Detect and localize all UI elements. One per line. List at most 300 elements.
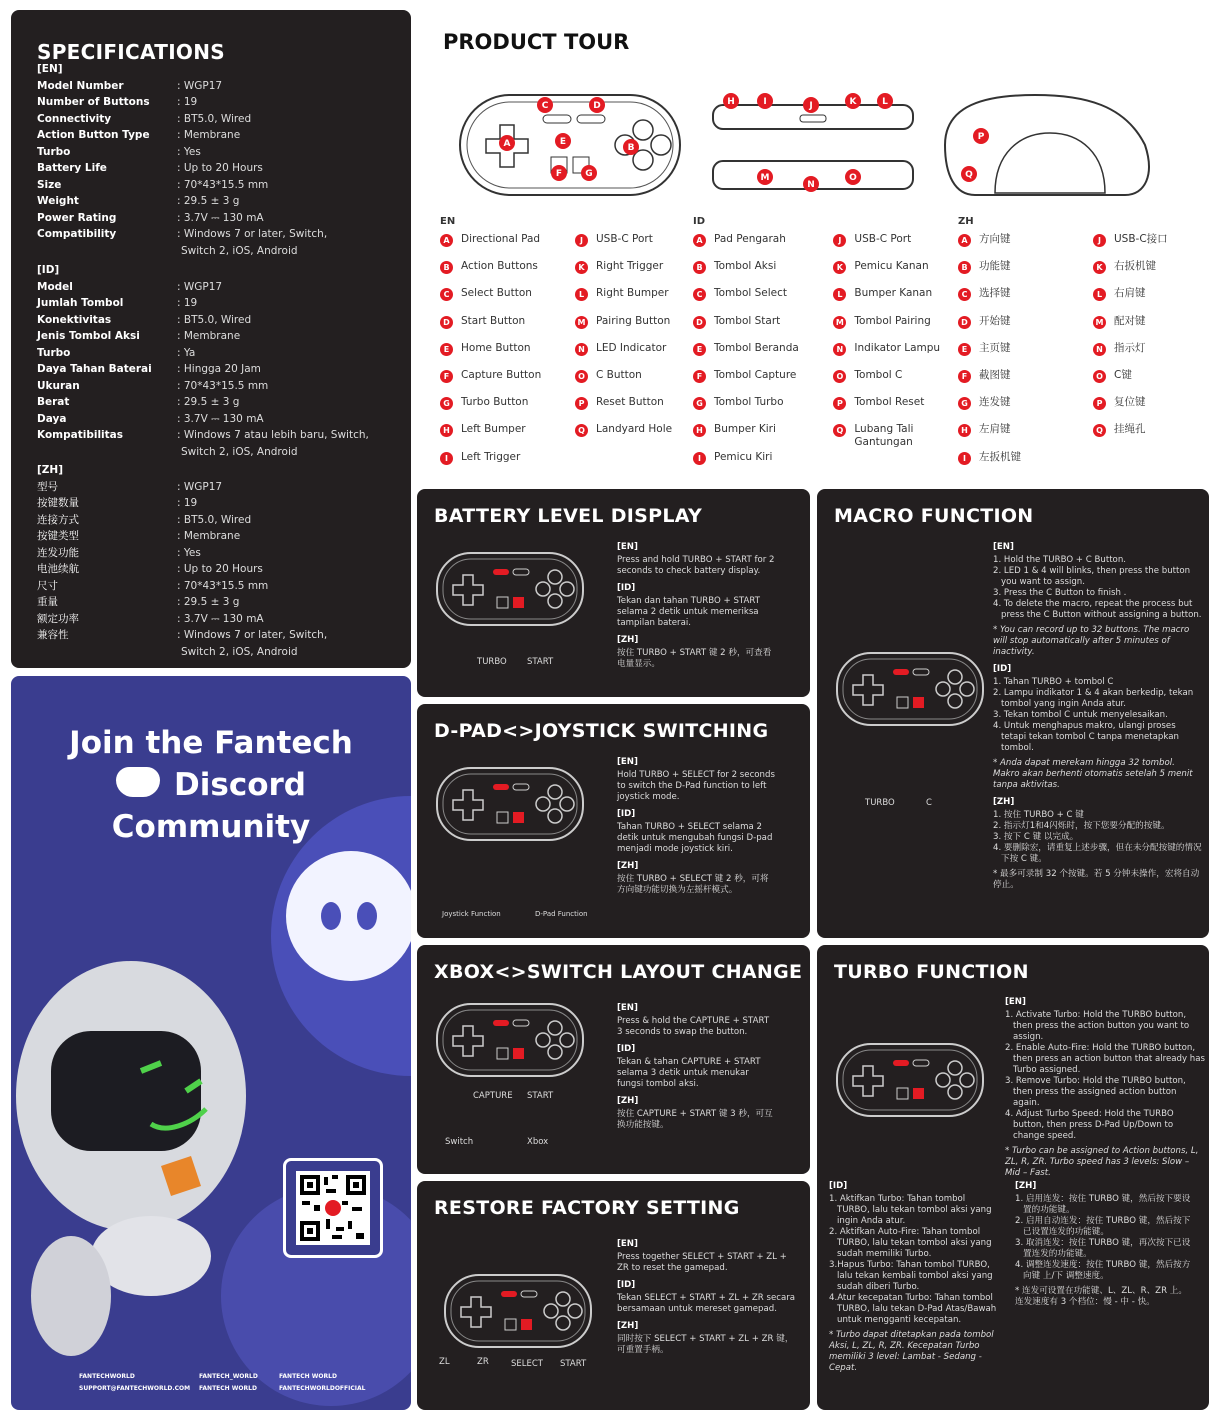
legend-badge: H (440, 424, 453, 437)
instruction-step: 3. Tekan tombol C untuk menyelesaikan. (993, 710, 1168, 720)
spec-row (37, 578, 327, 595)
gamepad-icon (435, 1000, 585, 1080)
legend-badge: D (693, 316, 706, 329)
legend-badge: N (833, 343, 846, 356)
legend-badge: Q (833, 424, 846, 437)
spec-row (37, 528, 327, 545)
legend-label: Bumper Kiri (714, 423, 776, 436)
legend-badge: P (1093, 397, 1106, 410)
legend-item (440, 233, 575, 260)
legend-label: 指示灯 (1114, 341, 1146, 354)
legend-item (958, 342, 1093, 369)
svg-text:Q: Q (965, 170, 973, 180)
legend-item (958, 423, 1093, 450)
legend-item (958, 287, 1093, 314)
spec-value: : WGP17 (177, 280, 223, 293)
spec-row (37, 627, 327, 644)
spec-value: : 3.7V ⎓ 130 mA (177, 211, 264, 224)
turbo-title: TURBO FUNCTION (834, 961, 1029, 983)
turbo-gamepad-icon (835, 1040, 985, 1124)
legend-item (693, 396, 833, 423)
legend-label: Tombol Aksi (714, 260, 777, 273)
turbo-instructions-id: [ID] 1. Aktifkan Turbo: Tahan tombol TURBO, lalu tekan tombol aksi yang ingin Anda atur. 2. Aktifkan Auto-Fire: Tahan tombol TURBO, lalu tekan tombol aksi yang sudah memiliki Turbo. 3.Hapus Turbo: Tahan tombol TURBO, lalu tekan kembali tombol aksi yang sudah diberi Turbo. 4.Atur kecepatan Turbo: Tahan tombol TURBO, lalu tekan D-Pad Atas/Bawah untuk mengganti kecepatan. * Turbo dapat ditetapkan pada tombol Aksi, L, ZL, R, ZR. Kecepatan Turbo memiliki 3 level: Lambat - Sedang - Cepat. (829, 1181, 999, 1374)
legend-item (693, 342, 833, 369)
headline-line2: Discord (11, 764, 411, 806)
macro-label-turbo: TURBO (865, 798, 895, 808)
instruction-step: 1. Aktifkan Turbo: Tahan tombol TURBO, lalu tekan tombol aksi yang ingin Anda atur. (829, 1194, 992, 1226)
spec-key: Daya (37, 412, 67, 425)
legend-badge: O (833, 370, 846, 383)
spec-value: : Windows 7 or later, Switch, (177, 629, 328, 641)
legend-badge: P (833, 397, 846, 410)
legend-badge: G (958, 397, 971, 410)
restore-label-start: START (560, 1359, 587, 1369)
spec-key: Turbo (37, 145, 71, 158)
spec-key: Size (37, 178, 62, 191)
legend-label: Tombol Beranda (714, 341, 799, 354)
legend-label: C Button (596, 368, 642, 381)
instruction-step: 2. 指示灯1和4闪烁时，按下您要分配的按键。 (993, 821, 1170, 831)
spec-row (37, 177, 327, 194)
spec-row (37, 279, 369, 296)
legend-item (575, 396, 690, 423)
spec-value: : Membrane (177, 330, 241, 342)
xbox-label-capture: CAPTURE (473, 1091, 513, 1101)
legend-label: LED Indicator (596, 341, 667, 354)
gamepad-icon (435, 764, 585, 844)
legend-badge: N (575, 343, 588, 356)
spec-row (37, 444, 369, 461)
svg-text:E: E (559, 137, 567, 147)
spec-key: Connectivity (37, 112, 112, 125)
footer-email[interactable]: SUPPORT@FANTECHWORLD.COM (79, 1385, 191, 1392)
legend-label: Landyard Hole (596, 423, 673, 436)
legend-label: Pairing Button (596, 314, 671, 327)
legend-badge: C (693, 288, 706, 301)
legend-tag: ID (693, 216, 706, 227)
spec-key: Power Rating (37, 211, 117, 224)
spec-row (37, 411, 369, 428)
spec-key: Berat (37, 396, 70, 408)
turbo-instructions-en: [EN] 1. Activate Turbo: Hold the TURBO button, then press the action button you want to assign. 2. Enable Auto-Fire: Hold the TURBO button, then press an action button that already has Turbo assigned. 3. Remove Turbo: Hold the TURBO button, then press the assigned action button again. 4. Adjust Turbo Speed: Hold the TURBO button, then press D-Pad Up/Down to change speed. * Turbo can be assigned to Action buttons, L, ZL, R, ZR. Turbo speed has 3 levels: Slow – Mid – Fast. (1005, 997, 1205, 1178)
battery-gamepad-icon (435, 549, 585, 633)
instruction-step: 3. Press the C Button to finish . (993, 588, 1127, 598)
instruction-step: 3. 取消连发：按住 TURBO 键，再次按下已设置连发的功能键。 (1015, 1238, 1191, 1259)
spec-row (37, 594, 327, 611)
legend-badge: B (440, 261, 453, 274)
spec-value: : 3.7V ⎓ 130 mA (177, 412, 264, 425)
xbox-label-switch: Switch (445, 1137, 474, 1147)
legend-label: Action Buttons (461, 260, 538, 273)
legend-label: Left Trigger (461, 450, 521, 463)
discord-logo-icon (116, 767, 160, 797)
spec-row (37, 160, 327, 177)
legend-item (958, 315, 1093, 342)
spec-value: : BT5.0, Wired (177, 112, 252, 125)
legend-badge: F (693, 370, 706, 383)
legend-label: Tombol Capture (714, 368, 797, 381)
instruction-step: 3. Remove Turbo: Hold the TURBO button, then press the assigned action button again. (1005, 1076, 1186, 1108)
spec-row (37, 512, 327, 529)
spec-value: : 29.5 ± 3 g (177, 195, 240, 207)
instruction-step: 1. Tahan TURBO + tombol C (993, 677, 1114, 687)
dpad-label-dpad: D-Pad Function (535, 910, 588, 918)
legend-zh (958, 216, 1208, 478)
legend-label: Reset Button (596, 396, 664, 409)
instruction-step: 1. 按住 TURBO + C 键 (993, 810, 1084, 820)
spec-value: : 19 (177, 497, 198, 509)
instruction-step: 2. 启用自动连发：按住 TURBO 键，然后按下已设置连发的功能键。 (1015, 1216, 1191, 1237)
legend-badge: L (575, 288, 588, 301)
spec-row (37, 243, 327, 260)
legend-badge: B (693, 261, 706, 274)
spec-key: Jenis Tombol Aksi (37, 330, 140, 342)
spec-key: Turbo (37, 346, 71, 359)
legend-label: 主页键 (979, 341, 1011, 354)
spec-key: 额定功率 (37, 612, 79, 625)
svg-text:H: H (727, 97, 735, 107)
xbox-instructions: [EN] Press & hold the CAPTURE + START 3 seconds to swap the button. [ID] Tekan & tahan CAPTURE + START selama 3 detik untuk menukar fungsi tombol aksi. [ZH] 按住 CAPTURE + START 键 3 秒，可互换功能按键。 (617, 1003, 773, 1130)
instruction-step: 1. 启用连发：按住 TURBO 键，然后按下要设置的功能键。 (1015, 1194, 1191, 1215)
spec-key (37, 644, 177, 661)
spec-value: Switch 2, iOS, Android (181, 244, 298, 257)
legend-item (575, 369, 690, 396)
spec-key: 连接方式 (37, 513, 79, 526)
xbox-panel (417, 945, 810, 1174)
specifications-panel (11, 10, 411, 668)
legend-item (958, 451, 1093, 478)
legend-label: 左肩键 (979, 423, 1011, 436)
legend-label: 挂绳孔 (1114, 423, 1146, 436)
spec-row (37, 210, 327, 227)
battery-title: BATTERY LEVEL DISPLAY (434, 505, 703, 527)
legend-badge: B (958, 261, 971, 274)
legend-label: Select Button (461, 287, 532, 300)
legend-badge: K (833, 261, 846, 274)
headline-line1: Join the Fantech (69, 725, 353, 761)
legend-badge: A (958, 234, 971, 247)
spec-row (37, 345, 369, 362)
spec-key: Jumlah Tombol (37, 297, 124, 309)
legend-item (1093, 233, 1208, 260)
spec-value: : Hingga 20 Jam (177, 363, 261, 375)
spec-row (37, 328, 369, 345)
legend-en (440, 216, 690, 478)
spec-key: Compatibility (37, 228, 117, 240)
legend-badge: A (693, 234, 706, 247)
discord-headline (11, 722, 411, 848)
legend-item (958, 260, 1093, 287)
legend-badge: I (440, 452, 453, 465)
spec-key (37, 444, 177, 461)
spec-zh-tag: [ZH] (37, 464, 63, 476)
instruction-step: 4. Untuk menghapus makro, ulangi proses tetapi tekan tombol C tanpa menetapkan tombol. (993, 721, 1179, 753)
gamepad-back-diagram (945, 95, 1149, 195)
spec-value: : BT5.0, Wired (177, 313, 252, 326)
legend-item (958, 369, 1093, 396)
discord-promo (11, 676, 411, 1410)
macro-title: MACRO FUNCTION (834, 505, 1034, 527)
svg-text:C: C (541, 101, 549, 111)
legend-badge: E (958, 343, 971, 356)
svg-text:N: N (807, 180, 815, 190)
spec-value: : Membrane (177, 530, 241, 542)
spec-row (37, 193, 327, 210)
spec-row (37, 312, 369, 329)
legend-label: 右肩键 (1114, 287, 1146, 300)
spec-value: : 70*43*15.5 mm (177, 379, 269, 392)
spec-key: Konektivitas (37, 313, 112, 326)
legend-item (693, 315, 833, 342)
instruction-step: 2. Lampu indikator 1 & 4 akan berkedip, tekan tombol yang ingin Anda atur. (993, 688, 1194, 709)
instruction-step: 2. LED 1 & 4 will blinks, then press the button you want to assign. (993, 566, 1191, 587)
spec-value: : 70*43*15.5 mm (177, 579, 269, 592)
legend-label: Tombol Start (714, 314, 781, 327)
legend-badge: O (575, 370, 588, 383)
legend-item (440, 342, 575, 369)
gamepad-icon (435, 549, 585, 629)
legend-id (693, 216, 953, 478)
spec-value: : Windows 7 or later, Switch, (177, 228, 328, 240)
spec-row (37, 295, 369, 312)
legend-badge: G (440, 397, 453, 410)
legend-label: Start Button (461, 314, 526, 327)
legend-item (575, 287, 690, 314)
spec-value: : 29.5 ± 3 g (177, 596, 240, 608)
svg-text:M: M (760, 173, 770, 183)
legend-badge: I (958, 452, 971, 465)
legend-label: Indikator Lampu (854, 341, 941, 354)
spec-row (37, 611, 327, 628)
legend-badge: I (693, 452, 706, 465)
legend-label: 左扳机键 (979, 450, 1021, 463)
legend-item (575, 423, 690, 450)
instruction-step: 4.Atur kecepatan Turbo: Tahan tombol TURBO, lalu tekan D-Pad Atas/Bawah untuk mengganti kecepatan. (829, 1293, 997, 1325)
macro-panel (817, 489, 1209, 938)
spec-value: : Up to 20 Hours (177, 563, 263, 575)
legend-label: 功能键 (979, 260, 1011, 273)
instruction-step: 3.Hapus Turbo: Tahan tombol TURBO, lalu tekan kembali tombol aksi yang sudah diberi Turbo. (829, 1260, 993, 1292)
legend-item (958, 233, 1093, 260)
legend-item (1093, 260, 1208, 287)
legend-label: Pemicu Kiri (714, 450, 773, 463)
spec-en (37, 61, 327, 259)
restore-gamepad-icon (443, 1271, 593, 1355)
spec-row (37, 479, 327, 496)
legend-badge: D (958, 316, 971, 329)
legend-item (833, 396, 953, 423)
spec-value: Switch 2, iOS, Android (181, 445, 298, 458)
spec-en-tag: [EN] (37, 63, 63, 75)
spec-row (37, 378, 369, 395)
spec-row (37, 144, 327, 161)
instruction-step: 2. Enable Auto-Fire: Hold the TURBO button, then press an action button that already has Turbo assigned. (1005, 1043, 1205, 1075)
legend-badge: C (958, 288, 971, 301)
svg-text:P: P (977, 132, 985, 142)
macro-label-c: C (926, 798, 932, 808)
legend-item (1093, 315, 1208, 342)
spec-key: Battery Life (37, 162, 107, 174)
legend-item (440, 315, 575, 342)
legend-tag: ZH (958, 216, 974, 227)
legend-badge: K (1093, 261, 1106, 274)
spec-row (37, 427, 369, 444)
spec-title: SPECIFICATIONS (37, 40, 225, 64)
legend-badge: O (1093, 370, 1106, 383)
gamepad-front-diagram (460, 95, 680, 195)
svg-text:B: B (627, 143, 635, 153)
xbox-label-start: START (527, 1091, 554, 1101)
legend-badge: N (1093, 343, 1106, 356)
legend-tag: EN (440, 216, 456, 227)
instruction-step: 2. Aktifkan Auto-Fire: Tahan tombol TURBO, lalu tekan tombol aksi yang sudah memiliki Turbo. (829, 1227, 992, 1259)
instruction-step: 3. 按下 C 键 以完成。 (993, 832, 1079, 842)
legend-badge: F (958, 370, 971, 383)
legend-item (575, 233, 690, 260)
legend-label: Left Bumper (461, 423, 526, 436)
legend-label: Home Button (461, 341, 531, 354)
restore-label-select: SELECT (511, 1359, 543, 1369)
legend-item (833, 260, 953, 287)
footer-youtube[interactable]: FANTECH WORLD (279, 1373, 337, 1380)
legend-label: C键 (1114, 368, 1132, 381)
spec-value: : WGP17 (177, 480, 223, 493)
legend-item (693, 260, 833, 287)
spec-value: : 19 (177, 96, 198, 108)
legend-item (1093, 396, 1208, 423)
legend-label: Bumper Kanan (854, 287, 933, 300)
spec-key: 按键数量 (37, 497, 79, 509)
turbo-instructions-zh: [ZH] 1. 启用连发：按住 TURBO 键，然后按下要设置的功能键。 2. 启用自动连发：按住 TURBO 键，然后按下已设置连发的功能键。 3. 取消连发：按住 TURBO 键，再次按下已设置连发的功能键。 4. 调整连发速度：按住 TURBO 键，然后按方向键 上/下 调整速度。 * 连发可设置在功能键、L、ZL、R、ZR 上。连发速度有 3 个档位：慢 - 中 - 快。 (1015, 1181, 1195, 1308)
svg-text:L: L (882, 97, 888, 107)
legend-item (693, 233, 833, 260)
legend-badge: L (1093, 288, 1106, 301)
svg-text:J: J (809, 101, 813, 111)
xbox-gamepad-icon (435, 1000, 585, 1084)
spec-value: : Up to 20 Hours (177, 162, 263, 174)
macro-gamepad-icon (835, 649, 985, 733)
legend-label: 方向键 (979, 233, 1011, 245)
legend-badge: Q (1093, 424, 1106, 437)
footer-tiktok[interactable]: FANTECHWORLDOFFICIAL (279, 1385, 366, 1392)
legend-badge: K (575, 261, 588, 274)
legend-label: 连发键 (979, 396, 1011, 409)
legend-item (440, 260, 575, 287)
legend-item (833, 423, 953, 450)
spec-key: Daya Tahan Baterai (37, 363, 152, 375)
instruction-step: 4. Adjust Turbo Speed: Hold the TURBO button, then press D-Pad Up/Down to change speed. (1005, 1109, 1174, 1141)
spec-key: Ukuran (37, 379, 80, 392)
spec-key: 尺寸 (37, 579, 58, 592)
legend-badge: E (693, 343, 706, 356)
turbo-panel (817, 945, 1209, 1410)
legend-label: USB-C Port (854, 233, 912, 245)
footer-facebook[interactable]: FANTECH WORLD (199, 1385, 257, 1392)
legend-item (575, 315, 690, 342)
legend-badge: J (833, 234, 846, 247)
legend-label: 选择键 (979, 287, 1011, 300)
legend-label: Lubang Tali Gantungan (854, 423, 914, 449)
legend-item (575, 260, 690, 287)
restore-title: RESTORE FACTORY SETTING (434, 1197, 740, 1219)
legend-label: Pemicu Kanan (854, 260, 929, 273)
legend-label: Right Trigger (596, 260, 664, 273)
dpad-instructions: [EN] Hold TURBO + SELECT for 2 seconds to switch the D-Pad function to left joystick mode. [ID] Tahan TURBO + SELECT selama 2 detik untuk mengubah fungsi D-pad menjadi mode joystick kiri. [ZH] 按住 TURBO + SELECT 键 2 秒，可将方向键功能切换为左摇杆模式。 (617, 757, 775, 895)
legend-label: Tombol Turbo (714, 396, 784, 409)
svg-text:O: O (849, 173, 857, 183)
spec-key: Weight (37, 195, 79, 207)
xbox-title: XBOX<>SWITCH LAYOUT CHANGE (434, 961, 803, 983)
spec-id-tag: [ID] (37, 264, 60, 276)
legend-label: 右扳机键 (1114, 260, 1156, 273)
spec-value: : 19 (177, 297, 198, 309)
spec-key: 电池续航 (37, 563, 79, 575)
legend-item (1093, 369, 1208, 396)
legend-item (693, 369, 833, 396)
spec-row (37, 78, 327, 95)
legend-item (440, 451, 575, 478)
spec-row (37, 94, 327, 111)
spec-key: 按键类型 (37, 530, 79, 542)
legend-badge: F (440, 370, 453, 383)
spec-row (37, 545, 327, 562)
instruction-step: 4. 要删除宏，请重复上述步骤，但在未分配按键的情况下按 C 键。 (993, 843, 1202, 864)
spec-value: : 70*43*15.5 mm (177, 178, 269, 191)
spec-zh (37, 462, 327, 660)
legend-item (1093, 342, 1208, 369)
product-tour-diagrams (455, 85, 1215, 205)
legend-label: Pad Pengarah (714, 233, 786, 245)
legend-item (440, 287, 575, 314)
spec-key: Kompatibilitas (37, 429, 123, 441)
legend-badge: J (575, 234, 588, 247)
spec-value: : 3.7V ⎓ 130 mA (177, 612, 264, 625)
legend-label: Tombol C (854, 368, 903, 381)
restore-label-zl: ZL (439, 1357, 450, 1367)
spec-value: : 29.5 ± 3 g (177, 396, 240, 408)
qr-code-icon (296, 1171, 370, 1245)
dpad-gamepad-icon (435, 764, 585, 848)
spec-row (37, 127, 327, 144)
spec-row (37, 361, 369, 378)
legend-label: 复位键 (1114, 396, 1146, 409)
spec-value: : Ya (177, 346, 196, 359)
legend-item (440, 396, 575, 423)
legend-item (440, 369, 575, 396)
qr-code[interactable] (283, 1158, 383, 1258)
legend-badge: P (575, 397, 588, 410)
legend-label: 截图键 (979, 368, 1011, 381)
spec-value: Switch 2, iOS, Android (181, 645, 298, 658)
dpad-label-joystick: Joystick Function (442, 910, 501, 918)
spec-key: 重量 (37, 596, 58, 608)
instruction-step: 4. 调整连发速度：按住 TURBO 键，然后按方向键 上/下 调整速度。 (1015, 1260, 1191, 1281)
spec-row (37, 226, 327, 243)
spec-row (37, 111, 327, 128)
svg-text:A: A (503, 139, 511, 149)
battery-label-turbo: TURBO (477, 657, 507, 667)
legend-item (833, 342, 953, 369)
spec-key (37, 243, 177, 260)
legend-badge: J (1093, 234, 1106, 247)
spec-key: Action Button Type (37, 129, 150, 141)
spec-value: : Yes (177, 145, 201, 158)
legend-label: Capture Button (461, 368, 542, 381)
footer-website[interactable]: FANTECHWORLD (79, 1373, 135, 1380)
footer-x[interactable]: FANTECH_WORLD (199, 1373, 258, 1380)
legend-badge: D (440, 316, 453, 329)
battery-panel (417, 489, 810, 697)
